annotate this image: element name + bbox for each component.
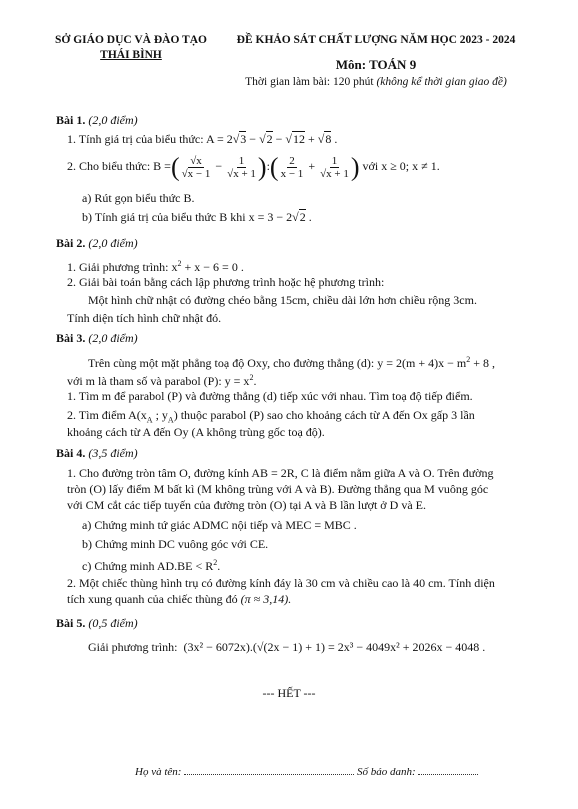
bai1-qb: b) Tính giá trị của biểu thức B khi x = 3 − 2√2 . [82, 210, 312, 224]
bai5-question: Giải phương trình: (3x² − 6072x).(√(2x − 1) + 1) = 2x³ − 4049x² + 2026x − 4048 . [88, 640, 486, 654]
bai3-intro-line2: với m là tham số và parabol (P): $y = x^2$. [67, 373, 257, 388]
bai3-q2: 2. Tìm điểm $A(x_A$ ; $y_A$) thuộc parabol (P) sao cho khoảng cách từ A đến Ox gấp 3 lần [67, 408, 475, 425]
bai2-q2: 2. Giải bài toán bằng cách lập phương trình hoặc hệ phương trình: [67, 275, 385, 289]
bai4-line5: tích xung quanh của chiếc thùng đó (π ≈ 3,14). [67, 592, 292, 606]
bai1-heading: Bài 1. (2,0 điểm) [56, 113, 138, 127]
exam-title: ĐỀ KHẢO SÁT CHẤT LƯỢNG NĂM HỌC 2023 - 2024 [236, 34, 516, 46]
bai4-heading: Bài 4. (3,5 điểm) [56, 446, 138, 460]
bai3-q2-line2: khoảng cách từ A đến Oy (A không trùng gốc toạ độ). [67, 425, 325, 439]
bai1-q2: 2. Cho biểu thức: B =( $\frac{√x}{√x - 1}$ − $\frac{1}{√x + 1}$ ):( $\frac{2}{x - 1}$ + $\frac{1}{√x + 1}$ ) với x ≥ 0; x ≠ 1. [67, 152, 440, 182]
bai4-line3: với CM cắt các tiếp tuyến của đường tròn (O) tại A và B lần lượt ở D và E. [67, 498, 426, 512]
time-allowed: Thời gian làm bài: 120 phút (không kể thời gian giao đề) [245, 76, 507, 88]
bai1-qa: a) Rút gọn biểu thức B. [82, 191, 195, 205]
end-marker: --- HẾT --- [262, 686, 316, 700]
name-blank [184, 766, 354, 775]
org-line-2: THÁI BÌNH [100, 49, 162, 61]
bai3-q1: 1. Tìm m để parabol (P) và đường thẳng (d) tiếp xúc với nhau. Tìm toạ độ tiếp điểm. [67, 389, 473, 403]
bai4-qb: b) Chứng minh DC vuông góc với CE. [82, 537, 269, 551]
name-label: Họ và tên: [135, 766, 182, 778]
bai2-problem-line2: Tính diện tích hình chữ nhật đó. [67, 311, 222, 325]
expression-a: A = 2√3 − √2 − √12 + √8 . [205, 132, 338, 146]
bai4-line4: 2. Một chiếc thùng hình trụ có đường kính đáy là 30 cm và chiều cao là 40 cm. Tính diện [67, 576, 495, 590]
candidate-footer [135, 766, 478, 778]
subject-title: Môn: TOÁN 9 [335, 57, 417, 72]
bai5-heading: Bài 5. (0,5 điểm) [56, 616, 138, 630]
org-line-1: SỞ GIÁO DỤC VÀ ĐÀO TẠO [55, 34, 207, 46]
id-blank [418, 766, 478, 775]
bai2-heading: Bài 2. (2,0 điểm) [56, 236, 138, 250]
bai2-q1: 1. Giải phương trình: $x^2 + x - 6 = 0$ . [67, 259, 244, 274]
bai4-line2: tròn (O) lấy điểm M bất kì (M không trùng với A và B). Đường thẳng qua M vuông góc [67, 482, 489, 496]
bai1-q1: 1. Tính giá trị của biểu thức: A = 2√3 − √2 − √12 + √8 . [67, 132, 338, 146]
id-label: Số báo danh: [356, 766, 416, 778]
bai3-intro: Trên cùng một mặt phẳng toạ độ Oxy, cho đường thẳng (d): $y = 2(m + 4)x - m^2 + 8$ , [88, 355, 496, 370]
bai4-line1: 1. Cho đường tròn tâm O, đường kính AB = 2R, C là điểm nằm giữa A và O. Trên đường [67, 466, 494, 480]
bai3-heading: Bài 3. (2,0 điểm) [56, 331, 138, 345]
bai2-problem-line1: Một hình chữ nhật có đường chéo bằng 15cm, chiều dài lớn hơn chiều rộng 3cm. [88, 293, 477, 307]
bai5-equation: (3x² − 6072x).(√(2x − 1) + 1) = 2x³ − 4049x² + 2026x − 4048 . [183, 640, 486, 654]
organization-header [46, 33, 216, 63]
bai4-qc: c) Chứng minh $AD.BE < R^2$. [82, 558, 221, 573]
bai4-qa: a) Chứng minh tứ giác ADMC nội tiếp và MEC = MBC . [82, 518, 357, 532]
expression-b: B =( $\frac{√x}{√x - 1}$ − $\frac{1}{√x + 1}$ ):( $\frac{2}{x - 1}$ + $\frac{1}{√x + 1}$ ) [153, 152, 360, 182]
